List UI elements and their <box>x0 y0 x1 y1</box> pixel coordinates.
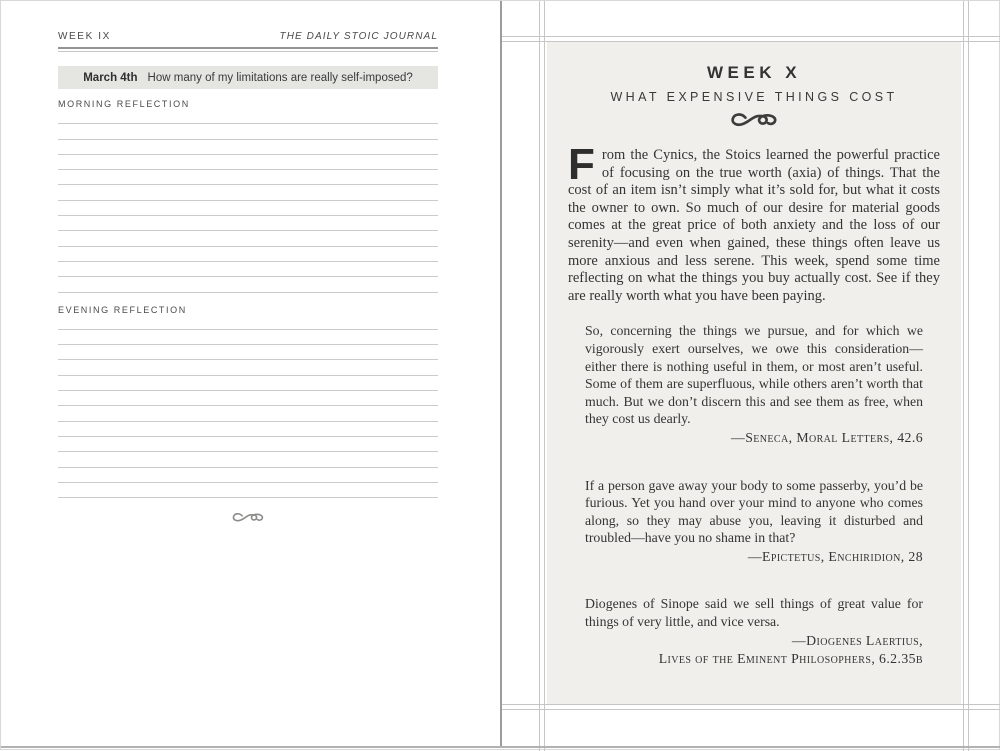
ruled-writing-line <box>58 483 438 498</box>
scan-bottom-edge-line <box>1 746 1000 748</box>
left-journal-page <box>58 31 438 530</box>
drop-cap: F <box>568 140 595 189</box>
ruled-writing-line <box>58 376 438 391</box>
ruled-writing-line <box>58 185 438 200</box>
ruled-writing-line <box>58 155 438 170</box>
swash-ornament-icon <box>58 510 438 530</box>
quote-text: Diogenes of Sinope said we sell things of great value for things of very little, and vice versa. <box>585 596 923 630</box>
ruled-writing-line <box>58 315 438 330</box>
ruled-writing-line <box>58 231 438 246</box>
trim-guide-vertical-left-outer <box>539 1 540 751</box>
ruled-writing-line <box>58 247 438 262</box>
ruled-writing-line <box>58 201 438 216</box>
daily-prompt-bar <box>58 66 438 89</box>
ruled-writing-line <box>58 360 438 375</box>
trim-guide-horizontal-bottom-outer <box>501 709 1000 710</box>
week-intro-paragraph <box>568 140 940 305</box>
ruled-writing-line <box>58 262 438 277</box>
quote-seneca <box>585 322 923 446</box>
ruled-writing-line <box>58 452 438 467</box>
swash-ornament-icon <box>568 110 940 135</box>
trim-guide-horizontal-bottom-inner <box>501 704 1000 705</box>
quote-attribution: —Epictetus, Enchiridion, 28 <box>747 548 923 564</box>
quote-text: So, concerning the things we pursue, and for which we vigorously exert ourselves, we owe this consideration—either there is nothing useful in them, or most aren’t useful. Some of them are superfluous, while others aren’t worth that much. But we don’t discern this and see them as free, when they cost us dearly. <box>585 323 923 427</box>
quote-attribution-line2: Lives of the Eminent Philosophers, 6.2.35b <box>658 651 923 667</box>
trim-guide-vertical-right-outer <box>968 1 969 751</box>
page-spine-line <box>500 1 502 747</box>
ruled-writing-line <box>58 437 438 452</box>
quote-text: If a person gave away your body to some passerby, you’d be furious. Yet you hand over your mind to anyone who comes along, so they may abuse you, leaving it disturbed and troubled—have you no shame in that? <box>585 477 923 546</box>
ruled-writing-line <box>58 391 438 406</box>
quote-attribution: —Seneca, Moral Letters, 42.6 <box>731 429 923 445</box>
ruled-writing-line <box>58 468 438 483</box>
journal-title-label: THE DAILY STOIC JOURNAL <box>279 31 438 42</box>
week-title: WEEK X <box>706 63 802 82</box>
week-subtitle: WHAT EXPENSIVE THINGS COST <box>610 90 898 104</box>
ruled-writing-line <box>58 345 438 360</box>
ruled-writing-line <box>58 109 438 124</box>
ruled-writing-line <box>58 406 438 421</box>
ruled-writing-line <box>58 216 438 231</box>
ruled-writing-line <box>58 140 438 155</box>
evening-reflection-label: EVENING REFLECTION <box>58 304 187 315</box>
prompt-question: How many of my limitations are really self-imposed? <box>147 71 413 84</box>
ruled-writing-line <box>58 170 438 185</box>
ruled-writing-line <box>58 277 438 292</box>
quote-epictetus <box>585 477 923 566</box>
morning-reflection-lines <box>58 109 438 293</box>
calligraphic-swash-icon <box>231 510 265 525</box>
ruled-writing-line <box>58 422 438 437</box>
left-page-header <box>58 31 438 42</box>
quote-diogenes <box>585 595 923 667</box>
intro-text: rom the Cynics, the Stoics learned the powerful practice of focusing on the true worth (axia) of things. That the cost of an item isn’t simply what it’s sold for, but what it costs the owner to own. So much of our desire for material goods comes at the great price of both anxiety and the loss of our serenity—and even when gained, these things often leave us more anxious and less serene. This week, spend some time reflecting on what the things you buy actually cost. See if they are really worth what you have been paying. <box>568 147 940 304</box>
quote-attribution: —Diogenes Laertius, <box>791 632 923 648</box>
header-double-rule <box>58 47 438 52</box>
ruled-writing-line <box>58 330 438 345</box>
morning-reflection-label: MORNING REFLECTION <box>58 99 190 109</box>
trim-guide-horizontal-top-outer <box>501 36 1000 37</box>
prompt-date: March 4th <box>83 71 138 84</box>
ruled-writing-line <box>58 124 438 139</box>
evening-reflection-lines <box>58 315 438 499</box>
trim-guide-vertical-right-inner <box>963 1 964 751</box>
calligraphic-swash-icon <box>729 110 779 130</box>
week-number-label: WEEK IX <box>58 31 111 42</box>
right-book-page <box>547 42 961 704</box>
trim-guide-vertical-left-inner <box>544 1 545 751</box>
